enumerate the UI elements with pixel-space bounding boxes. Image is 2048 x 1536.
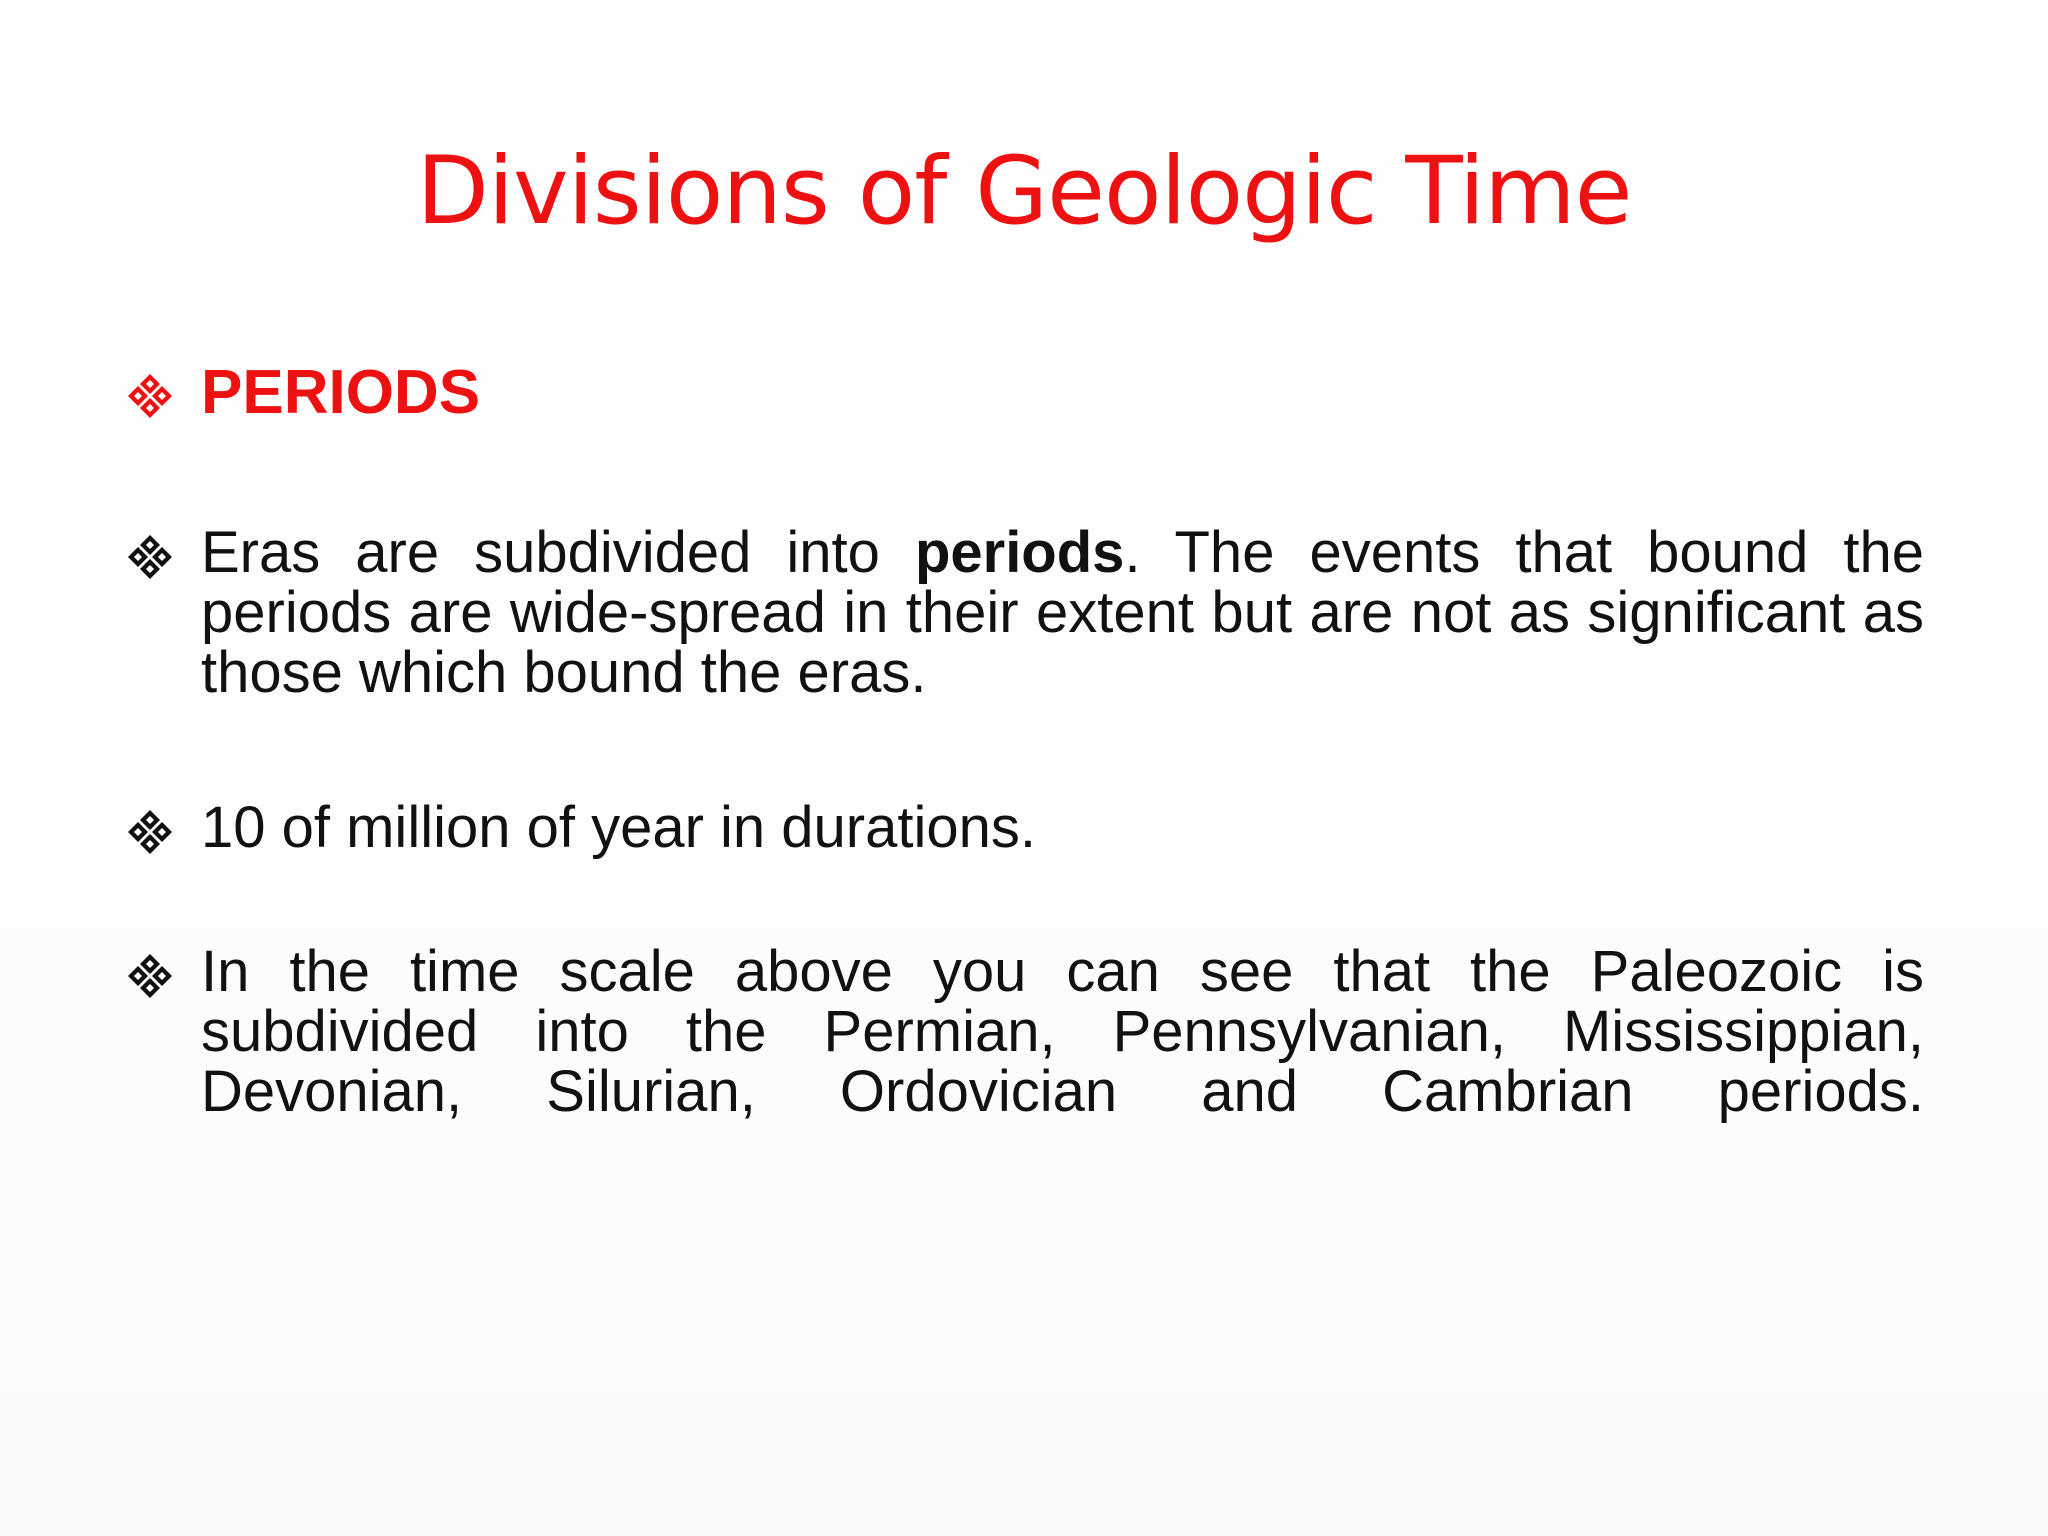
four-diamond-icon bbox=[126, 372, 174, 420]
bullet-text-bold: periods bbox=[914, 520, 1125, 585]
bullet-item bbox=[126, 520, 1925, 705]
heading-text: PERIODS bbox=[201, 358, 481, 427]
four-diamond-icon bbox=[126, 952, 174, 1000]
bullet-text-after: . The events that bound the periods are wide-spread in their extent but are not as significant as those which bound the eras. bbox=[201, 520, 1925, 705]
bullet-heading bbox=[126, 358, 1924, 428]
four-diamond-icon bbox=[126, 808, 174, 856]
slide-title: Divisions of Geologic Time bbox=[416, 137, 1632, 246]
bullet-item bbox=[126, 795, 1924, 860]
bullet-list bbox=[126, 358, 1924, 1122]
bullet-item bbox=[126, 939, 1924, 1124]
bullet-text: In the time scale above you can see that the Paleozoic is subdivided into the Permian, Pennsylvanian, Mississippian, Devonian, Silurian, Ordovician and Cambrian periods. bbox=[201, 939, 1924, 1124]
four-diamond-icon bbox=[126, 533, 174, 581]
bullet-text: 10 of million of year in durations. bbox=[201, 795, 1036, 860]
bullet-text-before: Eras are subdivided into bbox=[201, 520, 915, 585]
